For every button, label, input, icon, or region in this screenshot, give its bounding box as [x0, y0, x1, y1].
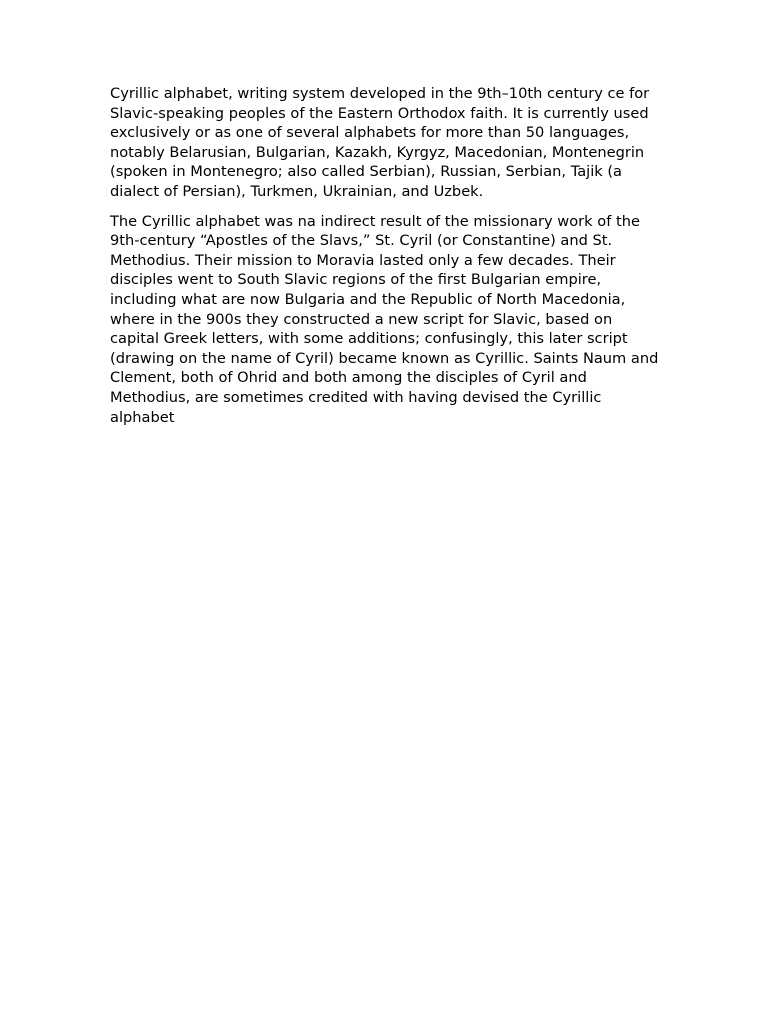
paragraph-1: Cyrillic alphabet, writing system developed in the 9th–10th century ce for Slavic-speaking peoples of the Eastern Orthodox faith. It is currently used exclusively or as one of several alphabets for more than 50 languages, notably Belarusian, Bulgarian, Kazakh, Kyrgyz, Macedonian, Montenegrin (spoken in Montenegro; also called Serbian), Russian, Serbian, Tajik (a dialect of Persian), Turkmen, Ukrainian, and Uzbek.	[110, 85, 650, 200]
document-body	[110, 84, 662, 437]
paragraph-2: The Cyrillic alphabet was na indirect result of the missionary work of the 9th-century “Apostles of the Slavs,” St. Cyril (or Constantine) and St. Methodius. Their mission to Moravia lasted only a few decades. Their disciples went to South Slavic regions of the first Bulgarian empire, including what are now Bulgaria and the Republic of North Macedonia, where in the 900s they constructed a new script for Slavic, based on capital Greek letters, with some additions; confusingly, this later script (drawing on the name of Cyril) became known as Cyrillic. Saints Naum and Clement, both of Ohrid and both among the disciples of Cyril and Methodius, are sometimes credited with having devised the Cyrillic alphabet	[110, 212, 659, 426]
